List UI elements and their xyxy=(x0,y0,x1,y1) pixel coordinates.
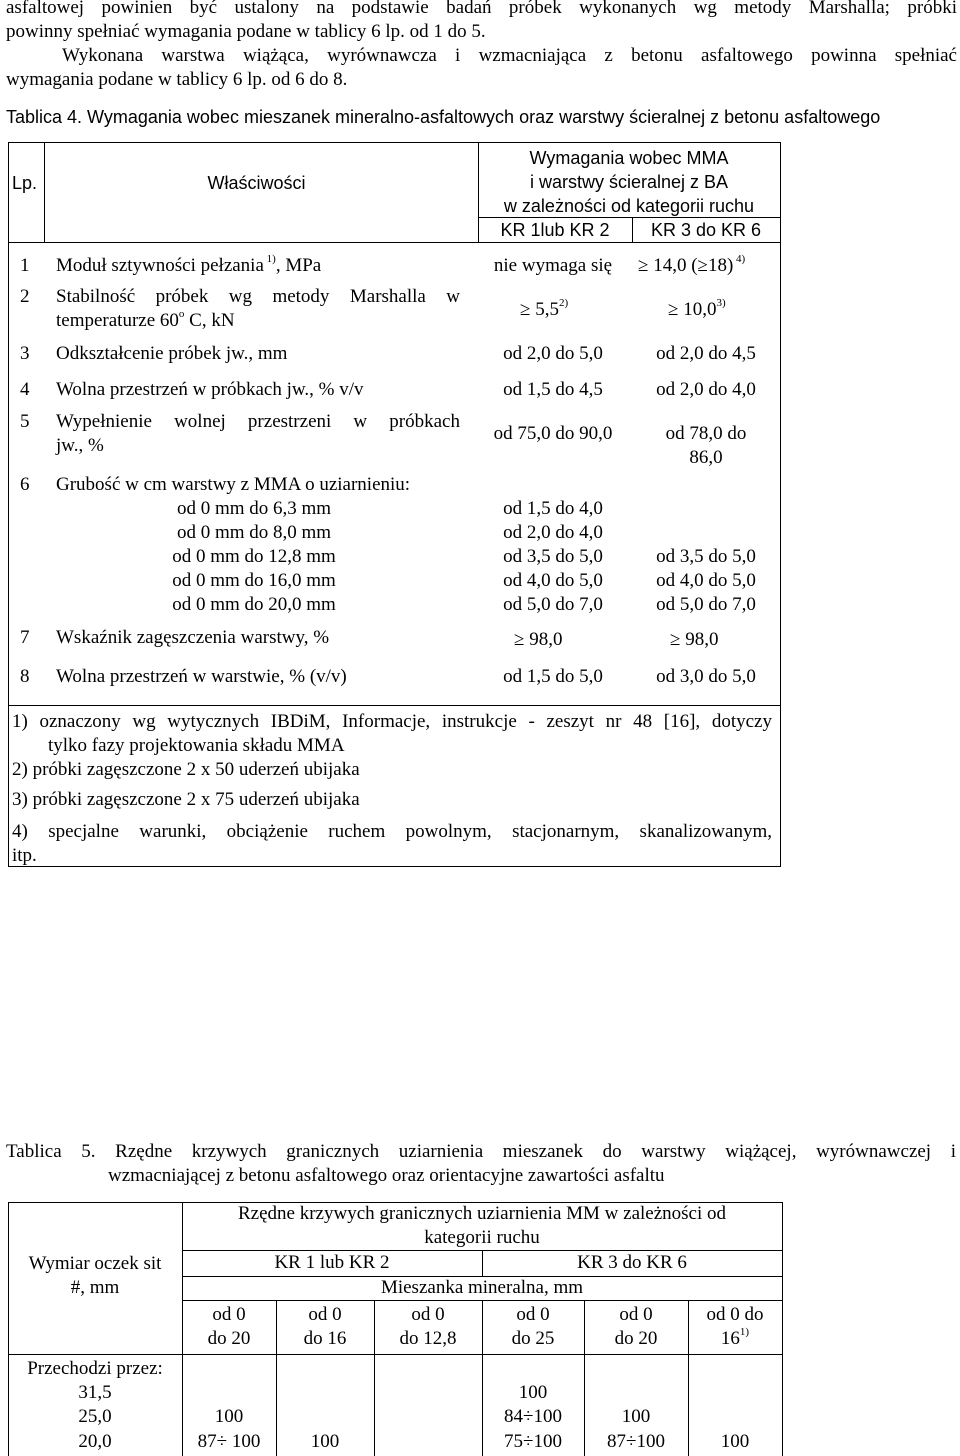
row-value-kr36: od 3,5 do 5,0 xyxy=(656,546,756,567)
row-number: 4 xyxy=(20,379,30,400)
row-number: 1 xyxy=(20,255,30,276)
row-value-kr12: od 4,0 do 5,0 xyxy=(503,570,603,591)
grain-size-label: od 0 mm do 6,3 mm xyxy=(176,498,332,519)
row-value-kr12: od 5,0 do 7,0 xyxy=(503,594,603,615)
kr12-header: KR 1 lub KR 2 xyxy=(274,1252,390,1273)
kr36-header: KR 3 do KR 6 xyxy=(577,1252,687,1273)
row-number: 8 xyxy=(20,666,30,687)
row-value-kr12: od 1,5 do 4,5 xyxy=(503,379,603,400)
row-property: Wskaźnik zagęszczenia warstwy, % xyxy=(56,627,330,648)
row-property: Grubość w cm warstwy z MMA o uziarnieniu: xyxy=(56,474,411,495)
row-value-kr12: od 2,0 do 4,0 xyxy=(503,522,603,543)
col-requirements-header-1: Wymagania wobec MMA xyxy=(529,148,729,168)
row-property-cont: temperaturze 60$^o$ C, kN xyxy=(56,307,235,331)
cell-value: 100 xyxy=(621,1406,651,1427)
mix-col-header: do 20 xyxy=(614,1328,658,1349)
row-property: Wypełnienie wolnej przestrzeni w próbkach xyxy=(56,411,460,432)
row-property: Moduł sztywności pełzania $^{1)}$, MPa xyxy=(56,252,322,276)
footnote-1-cont: tylko fazy projektowania składu MMA xyxy=(48,735,345,756)
row-property: Odkształcenie próbek jw., mm xyxy=(56,343,288,364)
row-value-kr36: ≥ 98,0 xyxy=(670,629,719,650)
row-value-kr12: od 1,5 do 4,0 xyxy=(503,498,603,519)
intro-line-1: asfaltowej powinien być ustalony na podstawie badań próbek wykonanych wg metody Marshalla; próbki xyxy=(6,0,957,18)
mix-col-header: do 20 xyxy=(207,1328,251,1349)
row-value-kr12: ≥ 5,5$^{2)}$ xyxy=(520,296,569,320)
row-value-kr12: od 1,5 do 5,0 xyxy=(503,666,603,687)
row-value-kr12: nie wymaga się xyxy=(493,255,613,276)
mix-col-header: do 12,8 xyxy=(399,1328,457,1349)
sieve-size: 25,0 xyxy=(78,1406,112,1427)
row-value-kr36: od 3,0 do 5,0 xyxy=(656,666,756,687)
footnote-1: 1) oznaczony wg wytycznych IBDiM, Informacje, instrukcje - zeszyt nr 48 [16], dotyczy xyxy=(12,711,772,732)
row-number: 5 xyxy=(20,411,30,432)
col-requirements-header-2: i warstwy ścieralnej z BA xyxy=(529,172,729,192)
row-value-kr12: od 75,0 do 90,0 xyxy=(493,423,613,444)
col-kr12-header: KR 1lub KR 2 xyxy=(500,220,610,240)
grading-header-cont: kategorii ruchu xyxy=(424,1227,540,1248)
row-number: 2 xyxy=(20,286,30,307)
row-value-kr36: od 2,0 do 4,0 xyxy=(656,379,756,400)
row-value-kr36: od 5,0 do 7,0 xyxy=(656,594,756,615)
mix-col-header: od 0 xyxy=(411,1304,445,1325)
row-value-kr36: ≥ 14,0 (≥18) $^{4)}$ xyxy=(638,252,746,276)
row-value-kr36: od 2,0 do 4,5 xyxy=(656,343,756,364)
table5-caption-cont: wzmacniającej z betonu asfaltowego oraz orientacyjne zawartości asfaltu xyxy=(108,1165,665,1186)
intro-line-2: powinny spełniać wymagania podane w tablicy 6 lp. od 1 do 5. xyxy=(6,21,486,42)
row-value-kr36-cont: 86,0 xyxy=(689,447,723,468)
grain-size-label: od 0 mm do 20,0 mm xyxy=(172,594,336,615)
grading-header: Rzędne krzywych granicznych uziarnienia MM w zależności od xyxy=(238,1203,726,1224)
cell-value: 84÷100 xyxy=(504,1406,562,1427)
passes-label: Przechodzi przez: xyxy=(27,1358,163,1379)
cell-value: 100 xyxy=(518,1382,548,1403)
col-lp-header: Lp. xyxy=(12,173,38,193)
footnote-4: 4) specjalne warunki, obciążenie ruchem powolnym, stacjonarnym, skanalizowanym, xyxy=(12,821,772,842)
sieve-header: Wymiar oczek sit xyxy=(28,1253,162,1274)
row-value-kr12: od 3,5 do 5,0 xyxy=(503,546,603,567)
cell-value: 75÷100 xyxy=(504,1431,562,1452)
intro-line-4: wymagania podane w tablicy 6 lp. od 6 do 8. xyxy=(6,69,348,90)
mix-col-header: do 25 xyxy=(511,1328,555,1349)
table4-caption: Tablica 4. Wymagania wobec mieszanek mineralno-asfaltowych oraz warstwy ścieralnej z betonu asfaltowego xyxy=(6,107,881,127)
cell-value: 87÷ 100 xyxy=(197,1431,261,1452)
col-properties-header: Właściwości xyxy=(207,173,306,193)
col-kr36-header: KR 3 do KR 6 xyxy=(650,220,762,240)
row-property: Wolna przestrzeń w próbkach jw., % v/v xyxy=(56,379,364,400)
row-number: 6 xyxy=(20,474,30,495)
sieve-header-cont: #, mm xyxy=(70,1277,120,1298)
mix-col-header: od 0 xyxy=(212,1304,246,1325)
col-requirements-header-3: w zależności od kategorii ruchu xyxy=(503,196,755,216)
footnote-2: 2) próbki zagęszczone 2 x 50 uderzeń ubijaka xyxy=(12,759,360,780)
mix-col-header: od 0 do xyxy=(706,1304,764,1325)
table5-caption: Tablica 5. Rzędne krzywych granicznych uziarnienia mieszanek do warstwy wiążącej, wyrównawczej i xyxy=(6,1141,956,1162)
row-property-cont: jw., % xyxy=(56,435,104,456)
row-property: Stabilność próbek wg metody Marshalla w xyxy=(56,286,460,307)
mix-col-header: do 16 xyxy=(303,1328,347,1349)
footnote-4-cont: itp. xyxy=(12,845,37,866)
grain-size-label: od 0 mm do 8,0 mm xyxy=(176,522,332,543)
cell-value: 100 xyxy=(214,1406,244,1427)
sieve-size: 31,5 xyxy=(78,1382,112,1403)
mix-col-header: od 0 xyxy=(516,1304,550,1325)
cell-value: 100 xyxy=(720,1431,750,1452)
row-value-kr12: od 2,0 do 5,0 xyxy=(503,343,603,364)
row-value-kr36: ≥ 10,0$^{3)}$ xyxy=(668,296,726,320)
row-number: 7 xyxy=(20,627,30,648)
grain-size-label: od 0 mm do 16,0 mm xyxy=(172,570,336,591)
cell-value: 100 xyxy=(310,1431,340,1452)
intro-line-3: Wykonana warstwa wiążąca, wyrównawcza i wzmacniająca z betonu asfaltowego powinna spełniać xyxy=(62,45,957,66)
row-value-kr12: ≥ 98,0 xyxy=(514,629,563,650)
cell-value: 87÷100 xyxy=(607,1431,665,1452)
row-number: 3 xyxy=(20,343,30,364)
mixture-header: Mieszanka mineralna, mm xyxy=(380,1277,584,1298)
mix-col-header: od 0 xyxy=(308,1304,342,1325)
footnote-3: 3) próbki zagęszczone 2 x 75 uderzeń ubijaka xyxy=(12,789,360,810)
row-value-kr36: od 4,0 do 5,0 xyxy=(656,570,756,591)
row-value-kr36: od 78,0 do xyxy=(665,423,747,444)
grain-size-label: od 0 mm do 12,8 mm xyxy=(172,546,336,567)
sieve-size: 20,0 xyxy=(78,1431,112,1452)
row-property: Wolna przestrzeń w warstwie, % (v/v) xyxy=(56,666,347,687)
mix-col-header: od 0 xyxy=(619,1304,653,1325)
mix-col-header: 16$^{1)}$ xyxy=(720,1325,750,1349)
